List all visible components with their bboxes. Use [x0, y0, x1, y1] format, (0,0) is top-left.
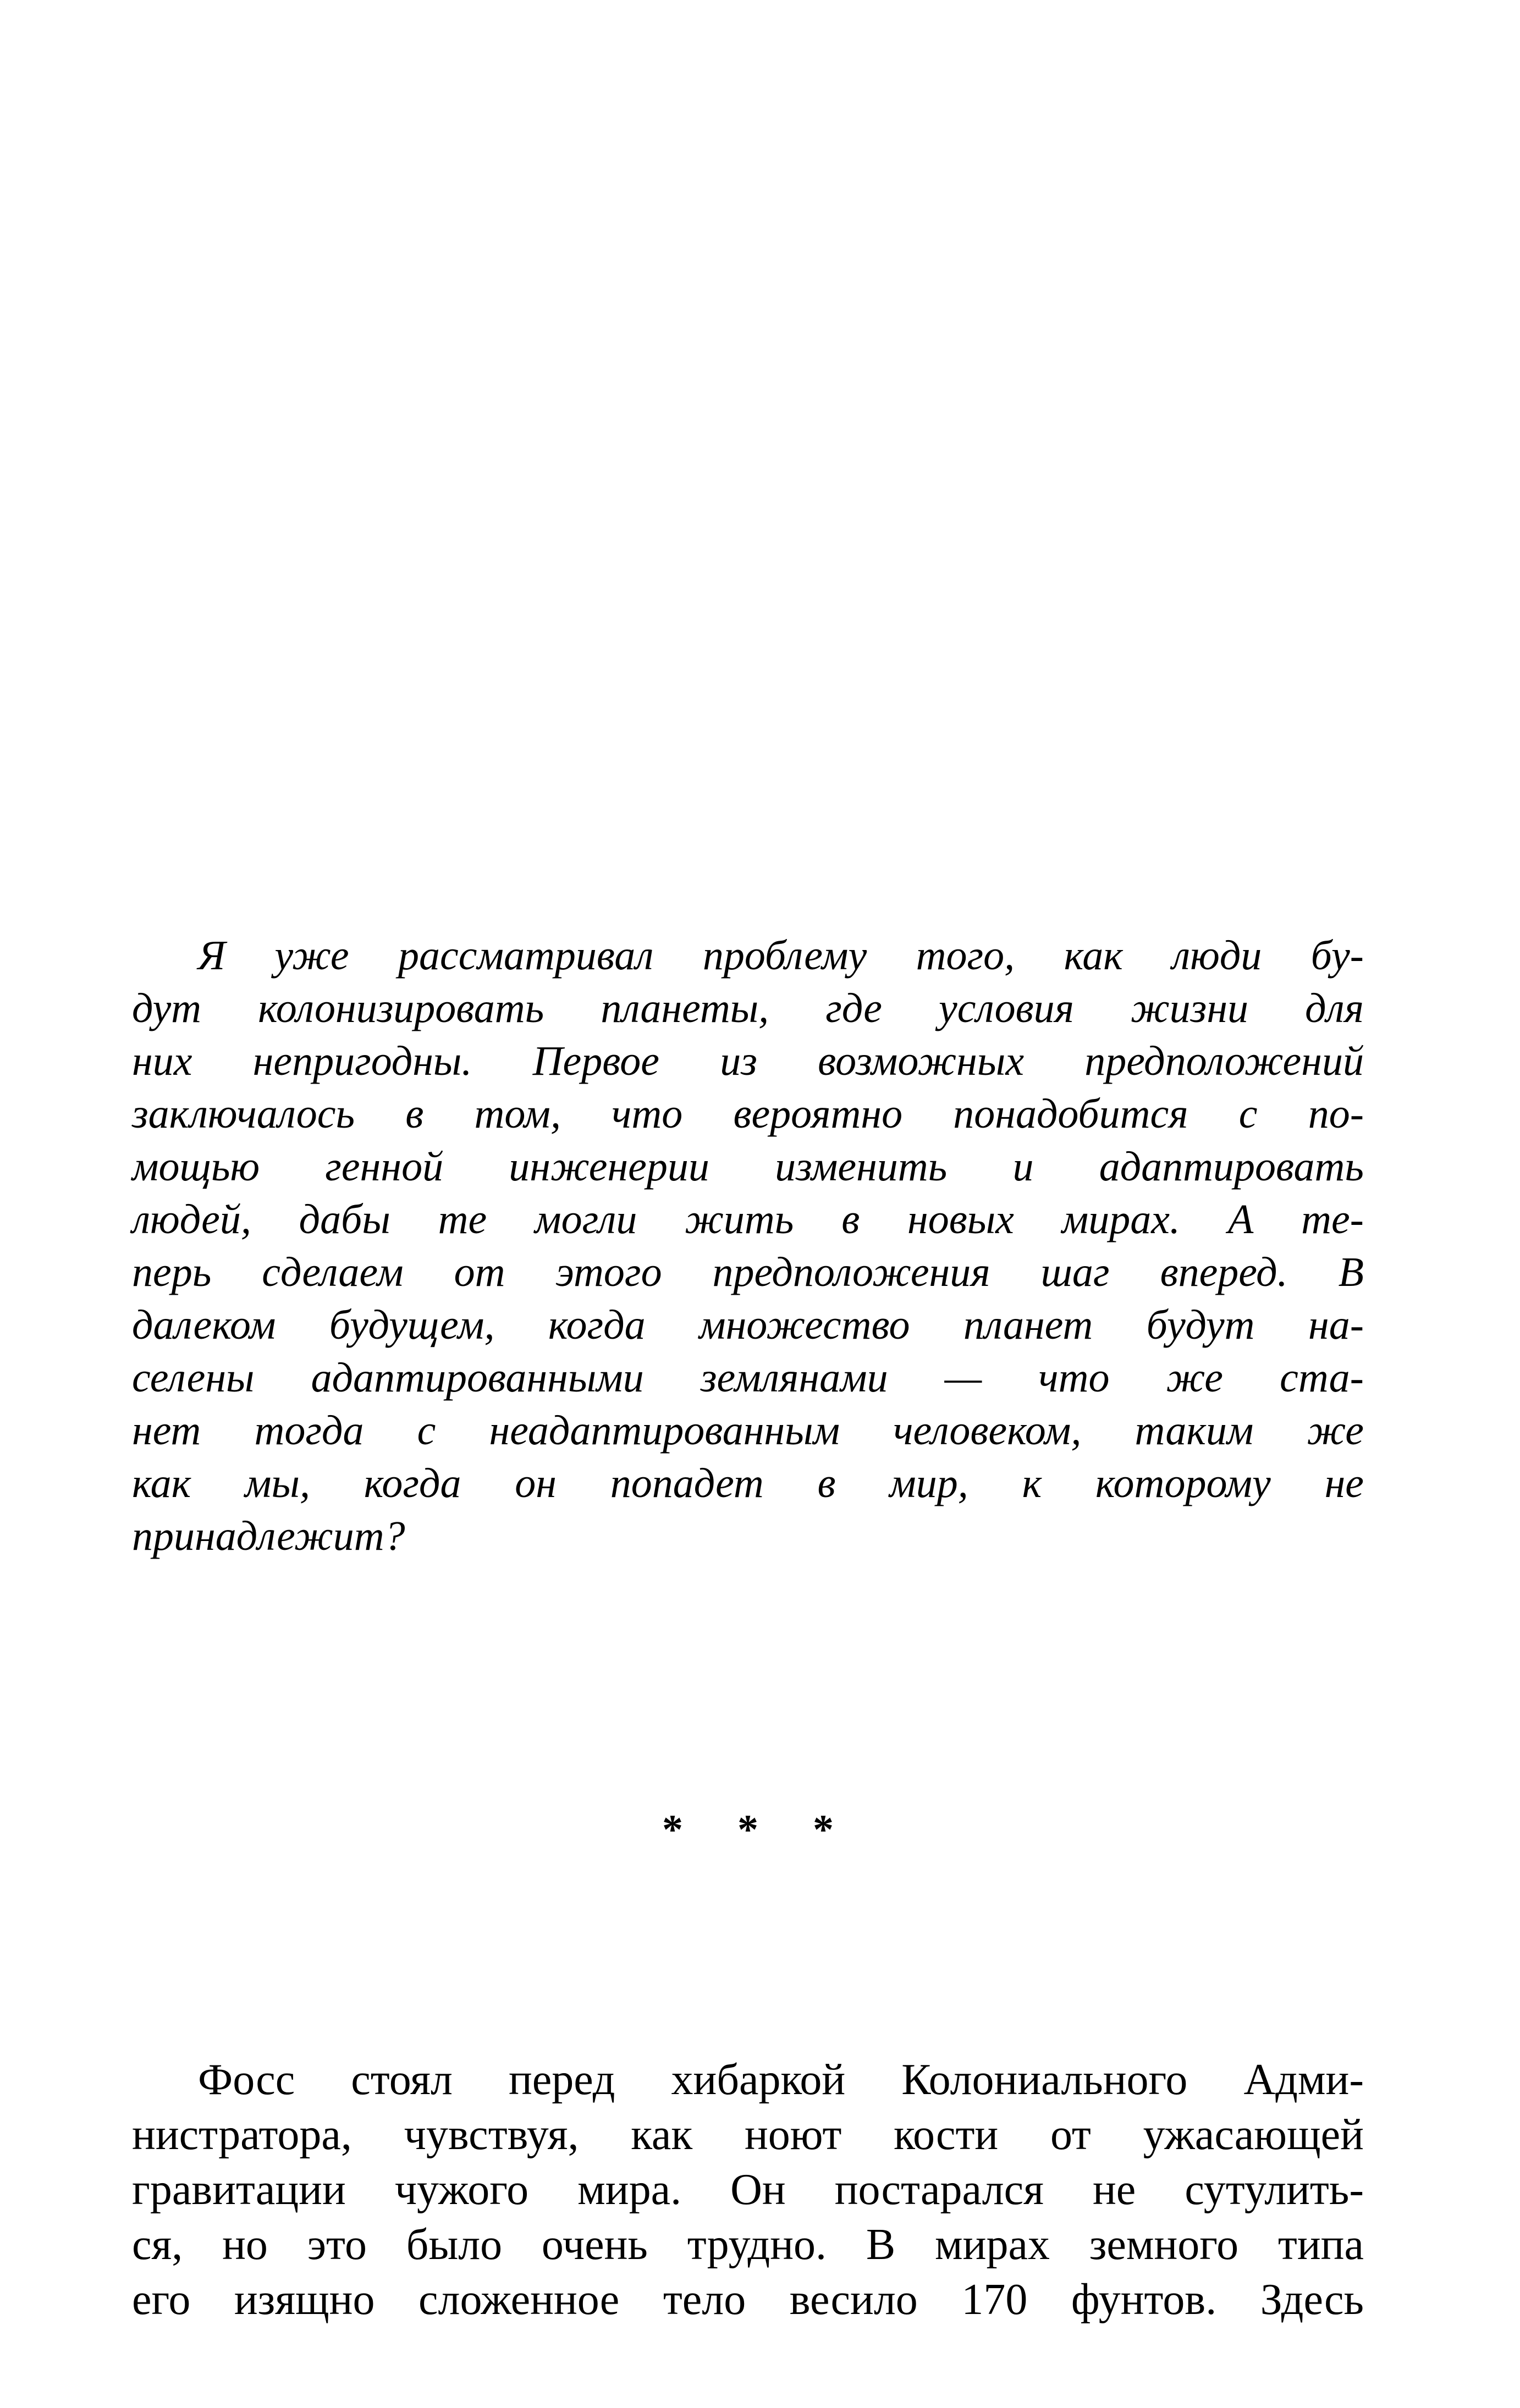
- story-line: нистратора, чувствуя, как ноют кости от ужасающей: [132, 2111, 1364, 2159]
- epigraph-line: дут колонизировать планеты, где условия жизни для: [132, 985, 1364, 1031]
- epigraph-line: перь сделаем от этого предположения шаг вперед. В: [132, 1249, 1364, 1295]
- story-line: ся, но это было очень трудно. В мирах земного типа: [132, 2221, 1364, 2269]
- story-line: Фосс стоял перед хибаркой Колониального Адми-: [198, 2056, 1364, 2104]
- epigraph-line: селены адаптированными землянами — что же ста-: [132, 1355, 1364, 1401]
- epigraph-line: Я уже рассматривал проблему того, как люди бу-: [198, 932, 1364, 979]
- epigraph-line: них непригодны. Первое из возможных предположений: [132, 1038, 1364, 1084]
- story-line: его изящно сложенное тело весило 170 фунтов. Здесь: [132, 2276, 1364, 2324]
- epigraph-line: людей, дабы те могли жить в новых мирах. А те-: [132, 1196, 1364, 1242]
- epigraph-line: нет тогда с неадаптированным человеком, таким же: [132, 1407, 1364, 1454]
- epigraph-line: заключалось в том, что вероятно понадобится с по-: [132, 1091, 1364, 1137]
- section-separator: * * *: [662, 1807, 856, 1853]
- epigraph-line: как мы, когда он попадет в мир, к которому не: [132, 1460, 1364, 1506]
- epigraph-line: принадлежит?: [132, 1513, 405, 1559]
- epigraph-line: мощью генной инженерии изменить и адаптировать: [132, 1144, 1364, 1190]
- epigraph-line: далеком будущем, когда множество планет будут на-: [132, 1302, 1364, 1348]
- story-line: гравитации чужого мира. Он постарался не сутулить-: [132, 2166, 1364, 2214]
